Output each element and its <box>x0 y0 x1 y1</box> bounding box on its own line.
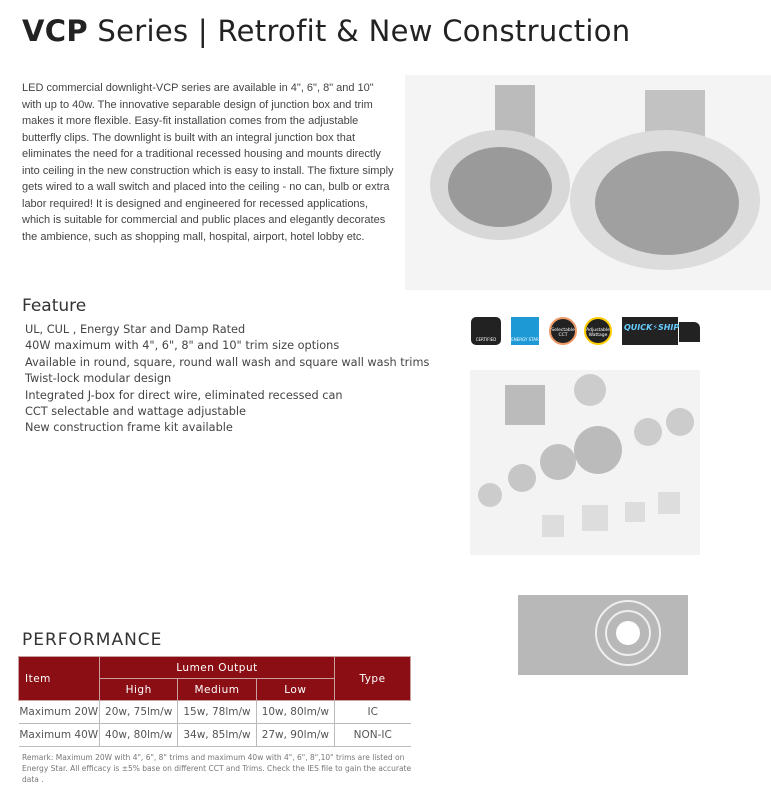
cell: Maximum 40W <box>19 724 100 747</box>
col-low: Low <box>256 679 334 701</box>
energy-star-icon: ENERGY STAR <box>511 317 539 345</box>
col-high: High <box>100 679 178 701</box>
cell: NON-IC <box>335 724 411 747</box>
feature-item: New construction frame kit available <box>25 421 233 435</box>
feature-item: CCT selectable and wattage adjustable <box>25 405 246 419</box>
cell: 15w, 78lm/w <box>178 701 256 724</box>
ul-certified-icon: CERTIFIED <box>471 317 501 345</box>
table-row <box>19 701 411 724</box>
performance-heading: PERFORMANCE <box>22 630 163 650</box>
feature-item: Available in round, square, round wall wash and square wall wash trims <box>25 355 430 369</box>
table-row <box>19 724 411 747</box>
intro-text: LED commercial downlight-VCP series are available in 4", 6", 8" and 10" with up to 40w. The innovative separable design of junction box and trim makes it more flexible. Easy-fit installation comes from the adjustable butterfly clips. The downlight is built with an integral junction box that eliminates the need for a traditional recessed housing and mounts directly into ceiling in the new construction which is easy to install. The fixture simply gets wired to a wall switch and placed into the ceiling - no can, bulb or extra labor required! It is designed and engineered for recessed applications, which is suitable for commercial and public places and elegantly decorates the ambience, such as shopping mall, hospital, airport, hotel lobby etc. <box>22 82 394 243</box>
col-type: Type <box>335 657 411 701</box>
cell: 34w, 85lm/w <box>178 724 256 747</box>
feature-item: 40W maximum with 4", 6", 8" and 10" trim size options <box>25 339 340 353</box>
quick-ship-icon: QUICK⚡SHIP <box>622 317 678 345</box>
feature-heading: Feature <box>22 296 87 316</box>
truck-icon <box>679 322 700 342</box>
feature-item: Twist-lock modular design <box>25 372 172 386</box>
col-lumen-output: Lumen Output <box>100 657 335 679</box>
cell: IC <box>335 701 411 724</box>
col-item: Item <box>19 657 100 701</box>
remark-text: Remark: Maximum 20W with 4", 6", 8" trims and maximum 40w with 4", 6", 8",10" trims are listed on Energy Star. All efficacy is ±5% base on different CCT and Trims. Check the IES file to gain the accurate data . <box>22 753 412 784</box>
feature-item: Integrated J-box for direct wire, eliminated recessed can <box>25 388 343 402</box>
page-title: VCP Series | Retrofit & New Construction <box>22 14 631 48</box>
cell: Maximum 20W <box>19 701 100 724</box>
selectable-cct-icon: Selectable CCT <box>549 317 577 345</box>
performance-table <box>18 656 411 747</box>
col-medium: Medium <box>178 679 256 701</box>
construction-frame-image <box>508 575 698 690</box>
cell: 10w, 80lm/w <box>256 701 334 724</box>
adjustable-wattage-icon: Adjustable Wattage <box>584 317 612 345</box>
trim-options-image <box>470 370 700 555</box>
downlight-product-image <box>405 75 771 290</box>
feature-list <box>25 322 429 437</box>
cell: 20w, 75lm/w <box>100 701 178 724</box>
cell: 40w, 80lm/w <box>100 724 178 747</box>
feature-item: UL, CUL , Energy Star and Damp Rated <box>25 323 246 336</box>
cell: 27w, 90lm/w <box>256 724 334 747</box>
